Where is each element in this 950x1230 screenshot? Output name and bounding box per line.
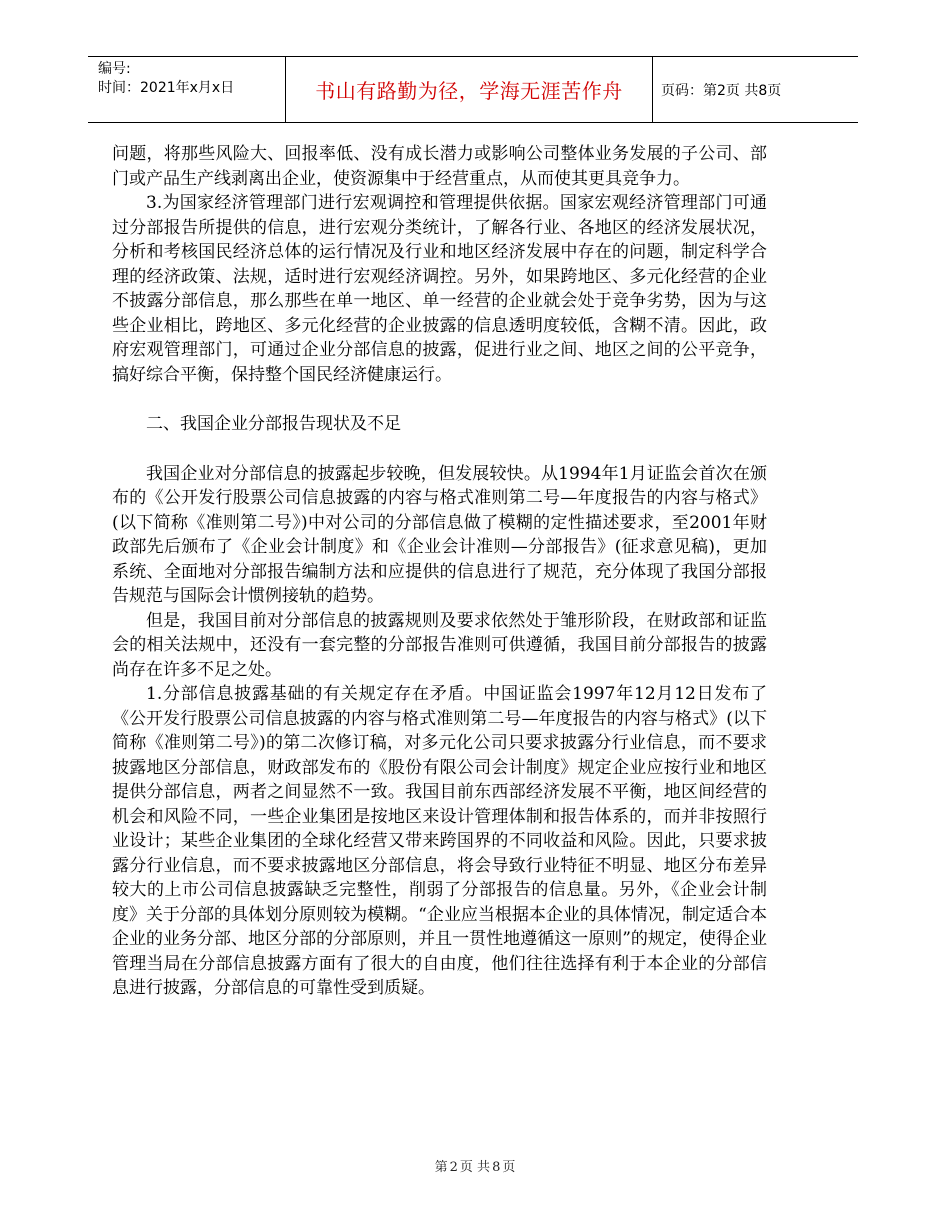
page-header bbox=[88, 56, 858, 123]
header-divider bbox=[652, 57, 653, 122]
paragraph: 但是，我国目前对分部信息的披露规则及要求依然处于雏形阶段，在财政部和证监会的相关法规中，还没有一套完整的分部报告准则可供遵循，我国目前分部报告的披露尚存在许多不足之处。 bbox=[112, 610, 767, 680]
page-footer bbox=[0, 1156, 950, 1175]
document-date-label: 时间：2021年x月x日 bbox=[98, 80, 235, 96]
paragraph: 我国企业对分部信息的披露起步较晚，但发展较快。从1994年1月证监会首次在颁布的《公开发行股票公司信息披露的内容与格式准则第二号—年度报告的内容与格式》(以下简称《准则第二号》)中对公司的分部信息做了模糊的定性描述要求，至2001年财政部先后颁布了《企业会计制度》和《企业会计准则—分部报告》(征求意见稿)，更加系统、全面地对分部报告编制方法和应提供的信息进行了规范，充分体现了我国分部报告规范与国际会计惯例接轨的趋势。 bbox=[112, 463, 767, 606]
paragraph: 问题，将那些风险大、回报率低、没有成长潜力或影响公司整体业务发展的子公司、部门或产品生产线剥离出企业，使资源集中于经营重点，从而使其更具竞争力。 bbox=[112, 144, 767, 189]
footer-page-number: 2 bbox=[449, 1160, 458, 1175]
paragraph: 3.为国家经济管理部门进行宏观调控和管理提供依据。国家宏观经济管理部门可通过分部报告所提供的信息，进行宏观分类统计，了解各行业、各地区的经济发展状况，分析和考核国民经济总体的运行情况及行业和地区经济发展中存在的问题，制定科学合理的经济政策、法规，适时进行宏观经济调控。另外，如果跨地区、多元化经营的企业不披露分部信息，那么那些在单一地区、单一经营的企业就会处于竞争劣势，因为与这些企业相比，跨地区、多元化经营的企业披露的信息透明度较低，含糊不清。因此，政府宏观管理部门，可通过企业分部信息的披露，促进行业之间、地区之间的公平竞争，搞好综合平衡，保持整个国民经济健康运行。 bbox=[112, 193, 767, 385]
footer-suffix: 页 bbox=[502, 1160, 516, 1175]
header-page-info: 页码：第2页 共8页 bbox=[661, 82, 782, 99]
paragraph: 1.分部信息披露基础的有关规定存在矛盾。中国证监会1997年12月12日发布了《公开发行股票公司信息披露的内容与格式准则第二号—年度报告的内容与格式》(以下简称《准则第二号》)的第二次修订稿，对多元化公司只要求披露分行业信息，而不要求披露地区分部信息，财政部发布的《股份有限公司会计制度》规定企业应按行业和地区提供分部信息，两者之间显然不一致。我国目前东西部经济发展不平衡，地区间经营的机会和风险不同，一些企业集团是按地区来设计管理体制和报告体系的，而并非按照行业设计；某些企业集团的全球化经营又带来跨国界的不同收益和风险。因此，只要求披露分行业信息，而不要求披露地区分部信息，将会导致行业特征不明显、地区分布差异较大的上市公司信息披露缺乏完整性，削弱了分部报告的信息量。另外，《企业会计制度》关于分部的具体划分原则较为模糊。“企业应当根据本企业的具体情况，制定适合本企业的业务分部、地区分部的分部原则，并且一贯性地遵循这一原则”的规定，使得企业管理当局在分部信息披露方面有了很大的自由度，他们往往选择有利于本企业的分部信息进行披露，分部信息的可靠性受到质疑。 bbox=[112, 684, 767, 998]
document-body bbox=[112, 142, 767, 1001]
document-number-label: 编号: bbox=[98, 61, 131, 77]
footer-prefix: 第 bbox=[434, 1160, 448, 1175]
footer-total-pages: 8 bbox=[492, 1160, 501, 1175]
footer-mid: 页 共 bbox=[459, 1160, 491, 1175]
header-meta bbox=[98, 60, 283, 98]
section-heading: 二、我国企业分部报告现状及不足 bbox=[146, 414, 401, 434]
header-motto: 书山有路勤为径，学海无涯苦作舟 bbox=[315, 79, 623, 103]
